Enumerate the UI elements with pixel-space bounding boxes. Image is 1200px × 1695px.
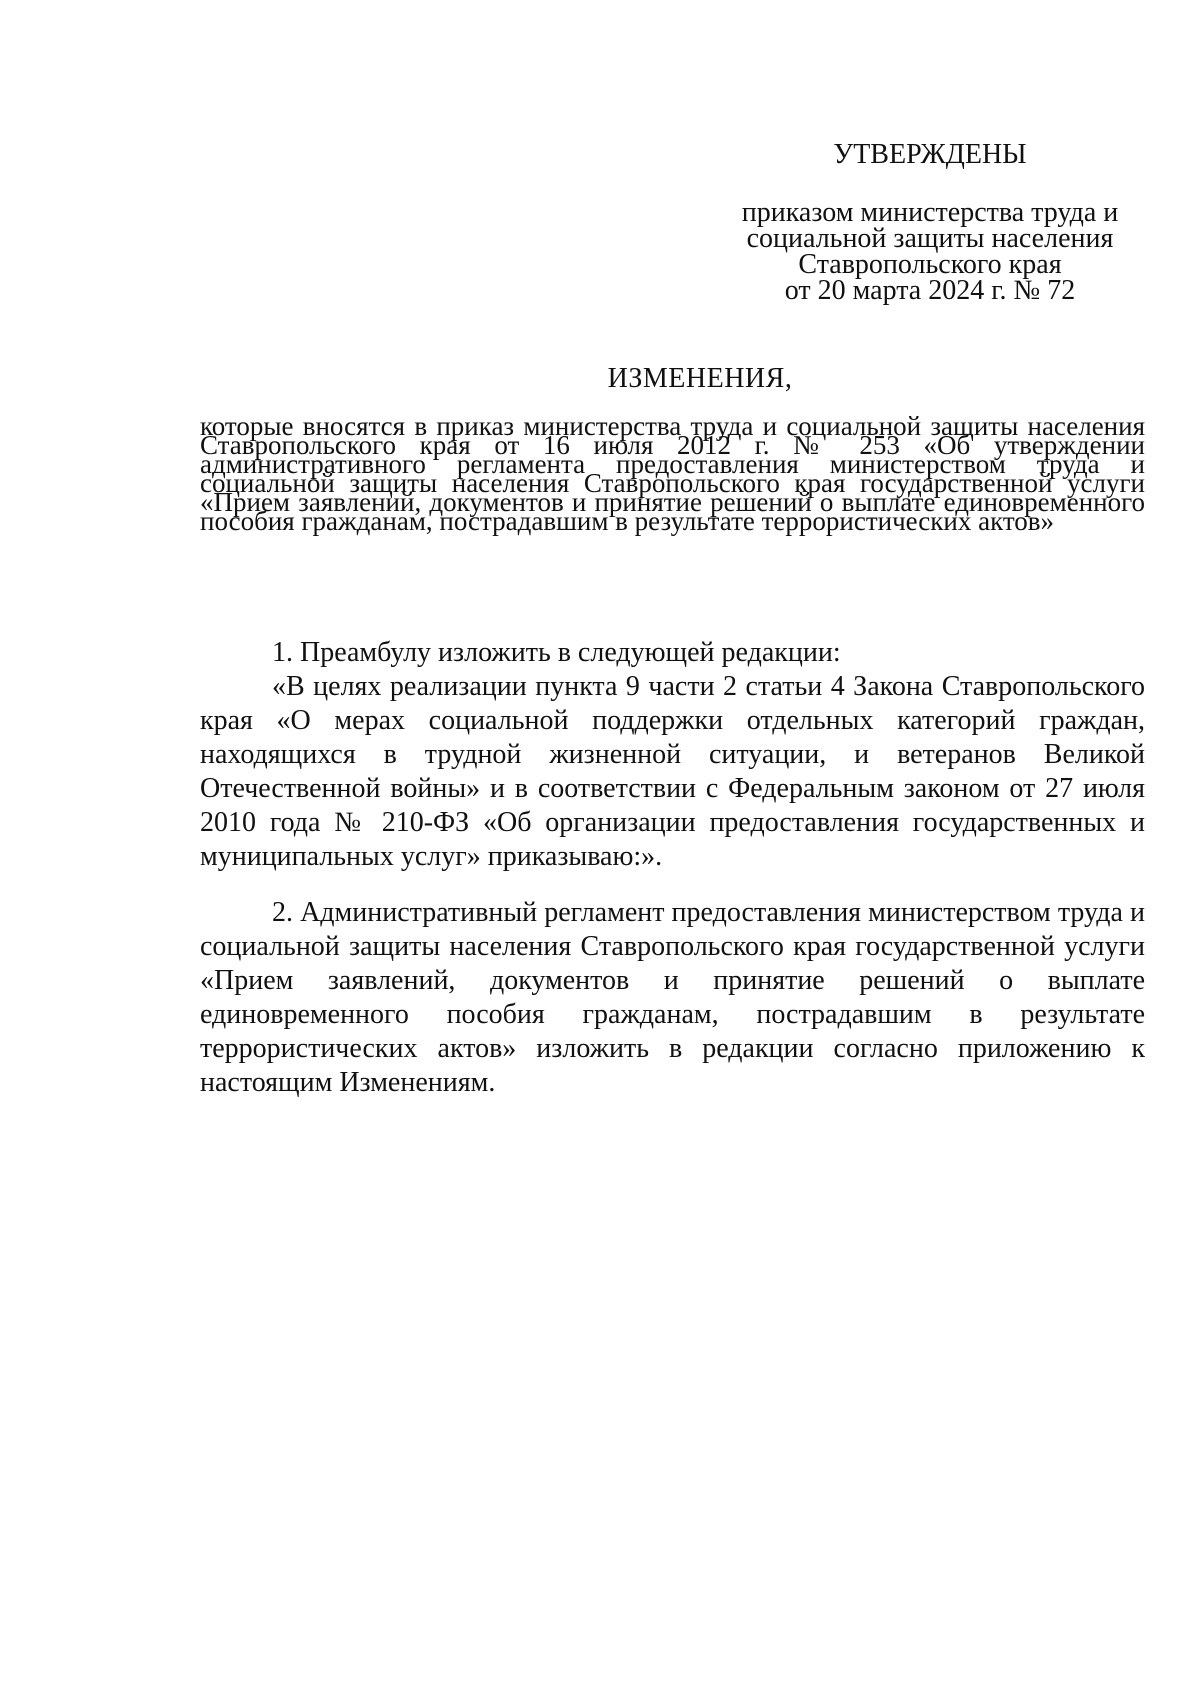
approval-line-4: от 20 марта 2024 г. № 72 [784,275,1076,306]
item-1-heading: 1. Преамбулу изложить в следующей редакции: [272,637,841,668]
item-1-text: «В целях реализации пункта 9 части 2 статьи 4 Закона Ставропольского края «О мерах социальной поддержки отдельных категорий граждан, находящихся в трудной жизненной ситуации, и ветеранов Великой Отечественной войны» и в соответствии с Федеральным законом от 27 июля 2010 года № 210-ФЗ «Об организации предоставления государственных и муниципальных услуг» приказываю:». [200,671,1145,872]
approval-block [740,140,1120,304]
approval-title: УТВЕРЖДЕНЫ [833,139,1027,170]
item-1-heading-block [200,636,1145,670]
approval-line-3: Ставропольского края [798,249,1062,280]
approval-line-1: приказом министерства труда и [741,197,1119,228]
changes-heading: ИЗМЕНЕНИЯ, [607,363,793,394]
item-2-text: 2. Административный регламент предоставления министерством труда и социальной защиты населения Ставропольского края государственной услуги «Прием заявлений, документов и принятие решений о выплате единовременного пособия гражданам, пострадавшим в результате террористических актов» изложить в редакции согласно приложению к настоящим Изменениям. [200,897,1145,1098]
changes-subtitle: которые вносятся в приказ министерства труда и социальной защиты населения Ставропольского края от 16 июля 2012 г. № 253 «Об утверждении административного регламента предоставления министерством труда и социальной защиты населения Ставропольского края государственной услуги «Прием заявлений, документов и принятие решений о выплате единовременного пособия гражданам, пострадавшим в результате террористических актов» [200,411,1145,536]
approval-line-2: социальной защиты населения [746,223,1114,254]
item-1-text-block [200,670,1145,874]
item-2-text-block [200,896,1145,1100]
